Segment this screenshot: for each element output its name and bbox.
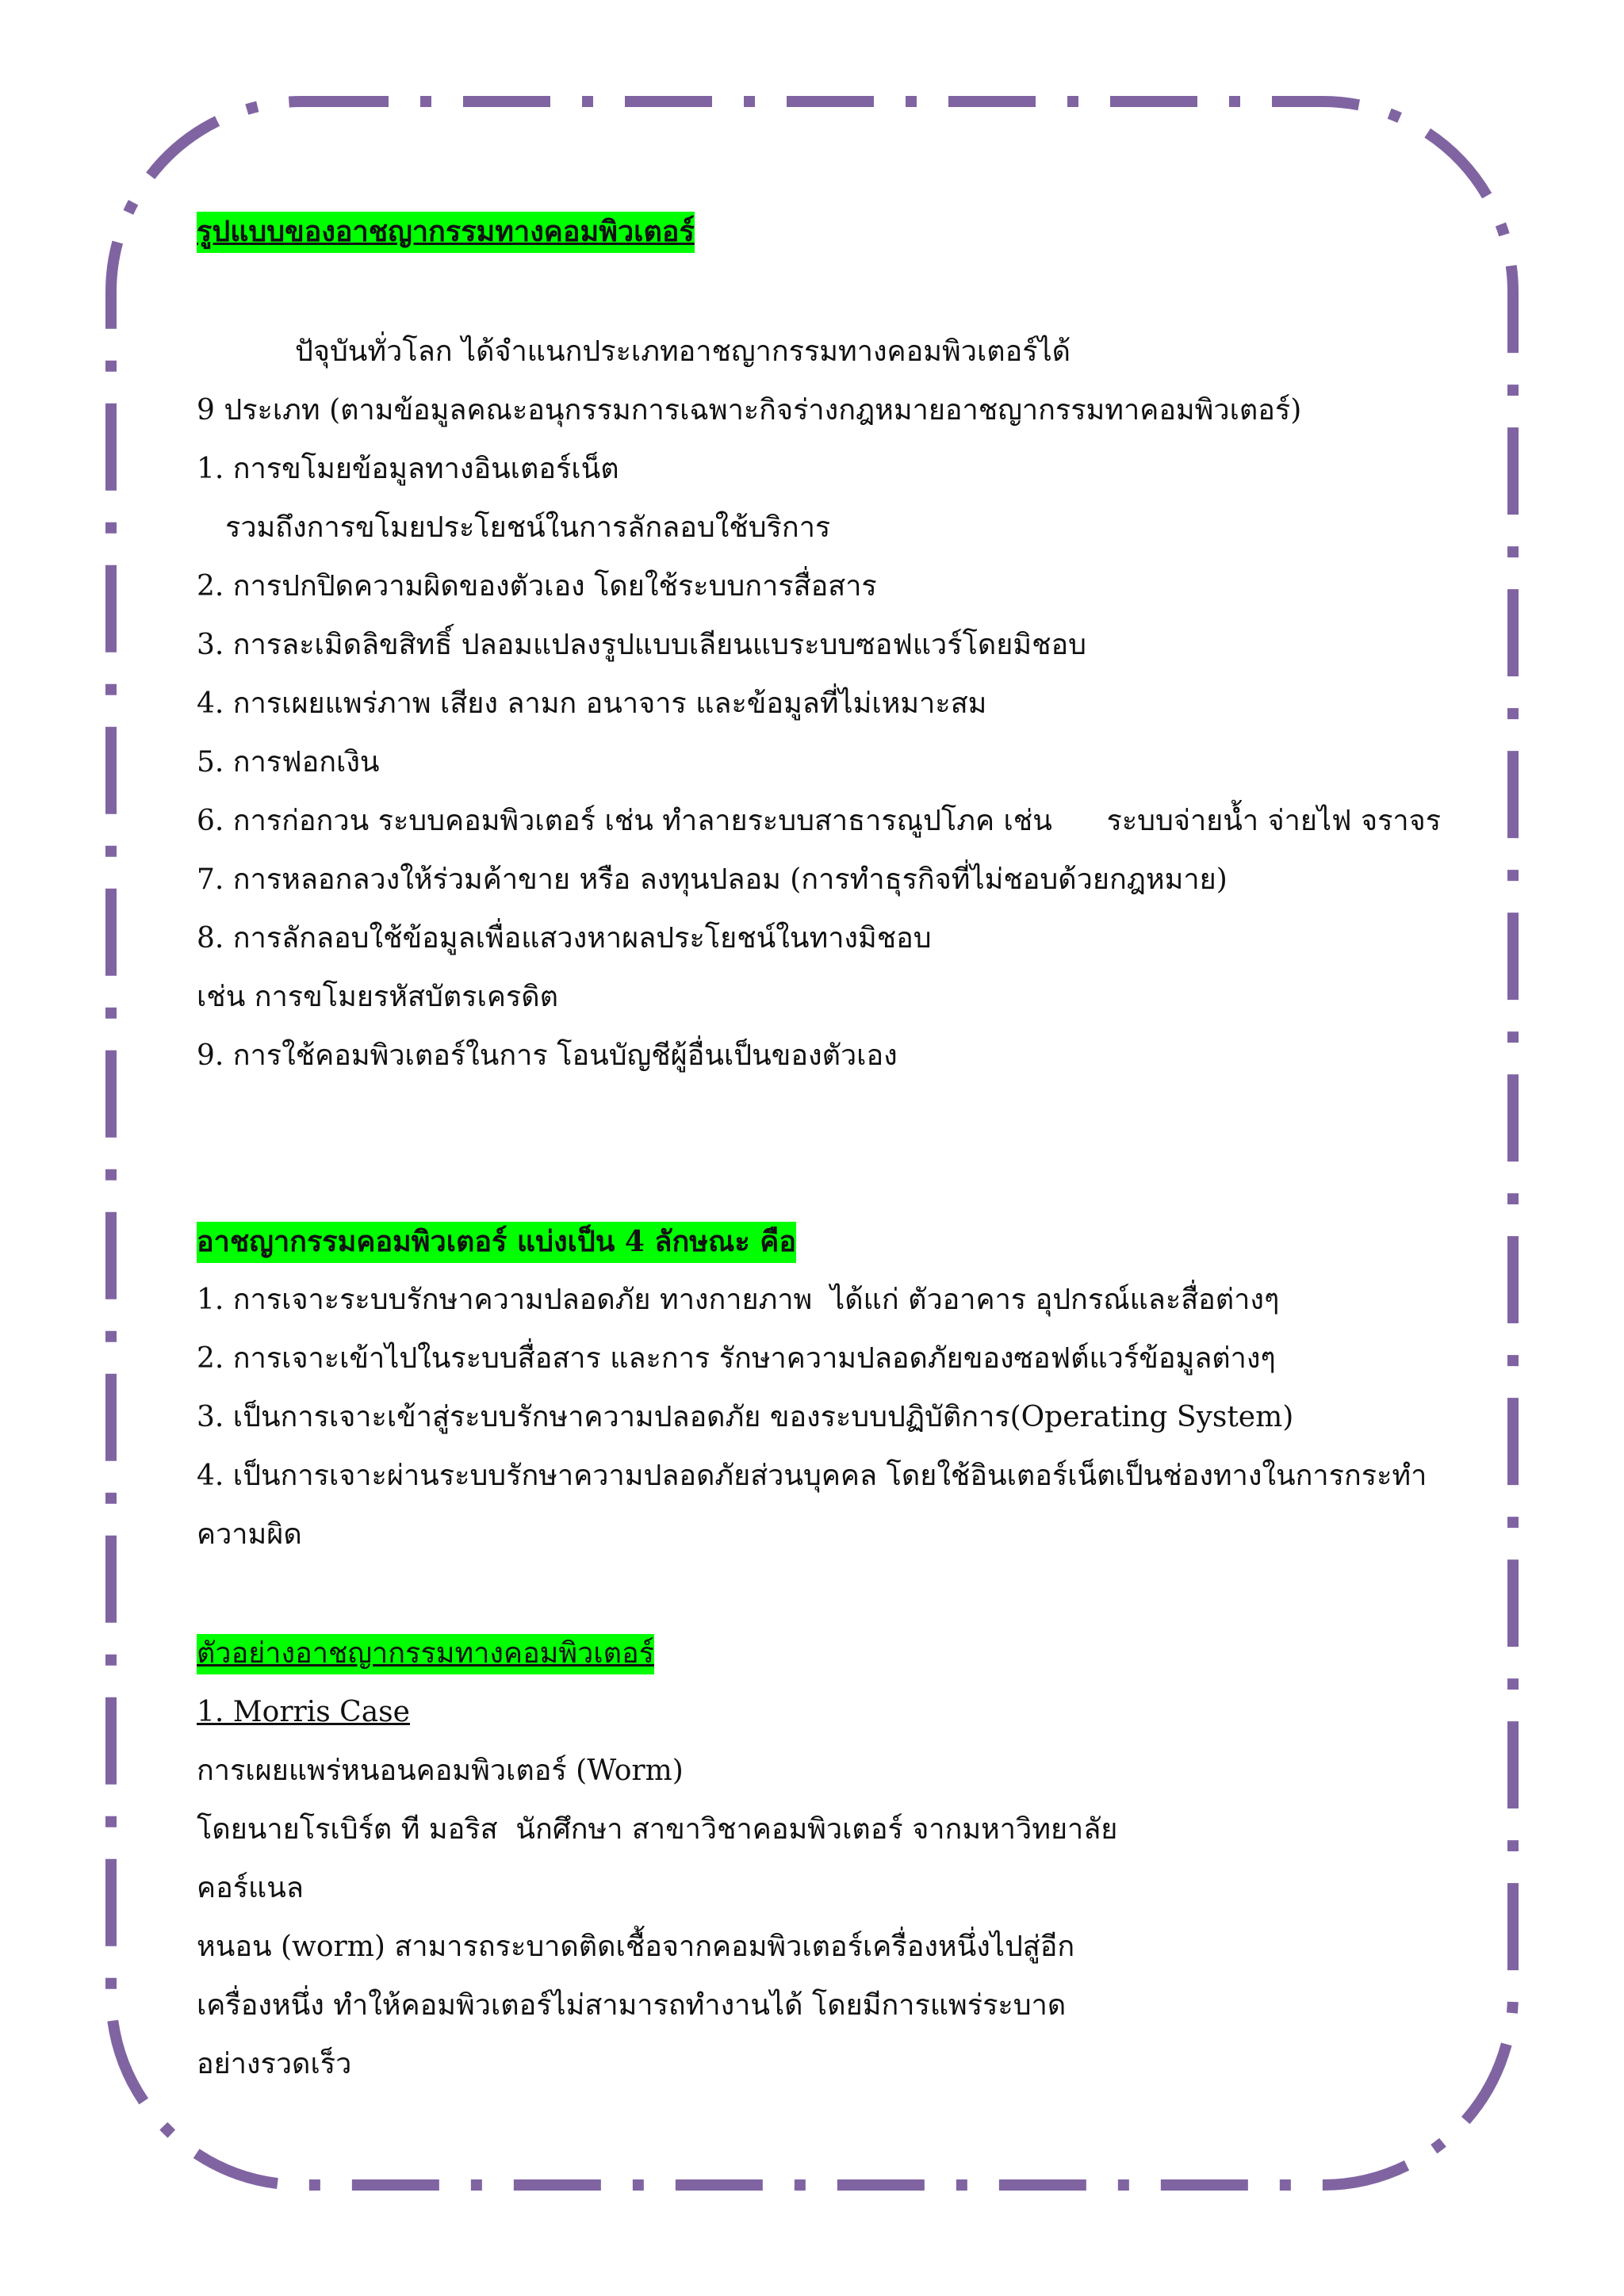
- list-item: ความผิด: [197, 1518, 302, 1551]
- section-heading-text: รูปแบบของอาชญากรรมทางคอมพิวเตอร์: [197, 212, 695, 253]
- section-heading-examples: [197, 1632, 654, 1676]
- list-item: 2. การปกปิดความผิดของตัวเอง โดยใช้ระบบการสื่อสาร: [197, 570, 877, 603]
- case-text-line: คอร์แนล: [197, 1872, 304, 1904]
- list-item: 3. การละเมิดลิขสิทธิ์ ปลอมแปลงรูปแบบเลียนแบระบบซอฟแวร์โดยมิชอบ: [197, 629, 1087, 661]
- list-item: 4. เป็นการเจาะผ่านระบบรักษาความปลอดภัยส่วนบุคคล โดยใช้อินเตอร์เน็ตเป็นช่องทางในการกระทำ: [197, 1460, 1427, 1492]
- case-text-line: เครื่องหนึ่ง ทำให้คอมพิวเตอร์ไม่สามารถทำงานได้ โดยมีการแพร่ระบาด: [197, 1989, 1067, 2022]
- list-item: 4. การเผยแพร่ภาพ เสียง ลามก อนาจาร และข้อมูลที่ไม่เหมาะสม: [197, 687, 987, 720]
- list-item: รวมถึงการขโมยประโยชน์ในการลักลอบใช้บริการ: [225, 511, 831, 544]
- section-heading-text: อาชญากรรมคอมพิวเตอร์ แบ่งเป็น 4 ลักษณะ คือ: [197, 1222, 796, 1263]
- list-item: 1. การขโมยข้อมูลทางอินเตอร์เน็ต: [197, 453, 619, 485]
- section-heading-forms: [197, 209, 695, 254]
- case-text-line: การเผยแพร่หนอนคอมพิวเตอร์ (Worm): [197, 1755, 684, 1787]
- list-item: เช่น การขโมยรหัสบัตรเครดิต: [197, 981, 558, 1013]
- list-item: 7. การหลอกลวงให้ร่วมค้าขาย หรือ ลงทุนปลอม (การทำธุรกิจที่ไม่ชอบด้วยกฎหมาย): [197, 863, 1228, 896]
- list-item: 6. การก่อกวน ระบบคอมพิวเตอร์ เช่น ทำลายระบบสาธารณูปโภค เช่น ระบบจ่ายน้ำ จ่ายไฟ จราจร: [197, 805, 1442, 837]
- section-heading-text: ตัวอย่างอาชญากรรมทางคอมพิวเตอร์: [197, 1634, 654, 1674]
- list-item: 2. การเจาะเข้าไปในระบบสื่อสาร และการ รักษาความปลอดภัยของซอฟต์แวร์ข้อมูลต่างๆ: [197, 1342, 1276, 1375]
- list-item: 9. การใช้คอมพิวเตอร์ในการ โอนบัญชีผู้อื่นเป็นของตัวเอง: [197, 1039, 898, 1072]
- intro-paragraph-line: ปัจุบันทั่วโลก ได้จำแนกประเภทอาชญากรรมทางคอมพิวเตอร์ได้: [295, 335, 1071, 368]
- case-text-line: โดยนายโรเบิร์ต ที มอริส นักศึกษา สาขาวิชาคอมพิวเตอร์ จากมหาวิทยาลัย: [197, 1813, 1118, 1846]
- list-item: 1. การเจาะระบบรักษาความปลอดภัย ทางกายภาพ ได้แก่ ตัวอาคาร อุปกรณ์และสื่อต่างๆ: [197, 1284, 1280, 1316]
- list-item: 5. การฟอกเงิน: [197, 746, 380, 779]
- list-item: 3. เป็นการเจาะเข้าสู่ระบบรักษาความปลอดภัย ของระบบปฏิบัติการ(Operating System): [197, 1401, 1294, 1433]
- case-title: 1. Morris Case: [197, 1696, 410, 1728]
- section-heading-types: [197, 1219, 796, 1265]
- intro-paragraph-line: 9 ประเภท (ตามข้อมูลคณะอนุกรรมการเฉพาะกิจร่างกฎหมายอาชญากรรมทาคอมพิวเตอร์): [197, 394, 1302, 427]
- case-text-line: อย่างรวดเร็ว: [197, 2048, 352, 2080]
- list-item: 8. การลักลอบใช้ข้อมูลเพื่อแสวงหาผลประโยชน์ในทางมิชอบ: [197, 922, 932, 955]
- case-text-line: หนอน (worm) สามารถระบาดติดเชื้อจากคอมพิวเตอร์เครื่องหนึ่งไปสู่อีก: [197, 1931, 1075, 1963]
